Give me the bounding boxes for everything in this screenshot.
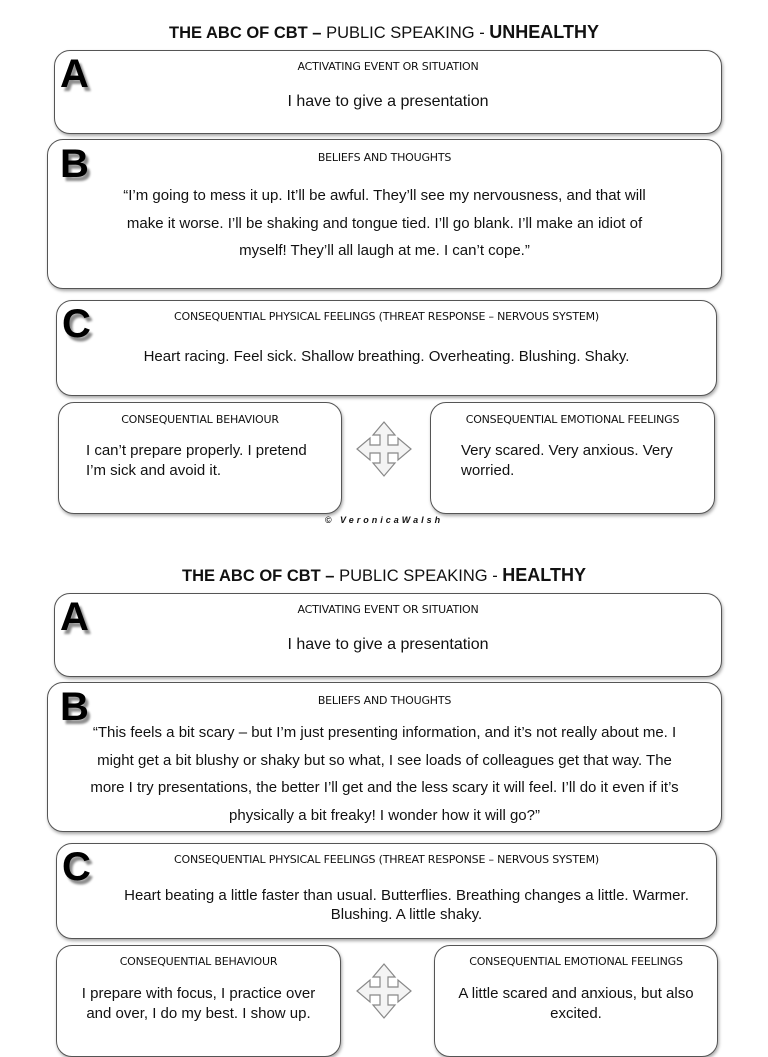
unhealthy-behaviour-box [58,402,342,514]
emotional-text: A little scared and anxious, but also excited. [458,985,694,1022]
healthy-emotional-box [434,945,718,1057]
section-header: CONSEQUENTIAL PHYSICAL FEELINGS (THREAT RESPONSE – NERVOUS SYSTEM) [174,853,599,866]
beliefs-text: “I’m going to mess it up. It’ll be awful. They’ll see my nervousness, and that will make it worse. I’ll be shaking and tongue tied. I’ll go blank. I’ll make an idiot of myself! They’ll all laugh at me. I can’t cope.” [123,187,646,259]
section-header: CONSEQUENTIAL EMOTIONAL FEELINGS [465,413,680,426]
physical-feelings-text: Heart racing. Feel sick. Shallow breathing. Overheating. Blushing. Shaky. [143,348,630,365]
section-header: CONSEQUENTIAL EMOTIONAL FEELINGS [469,955,683,968]
four-way-arrows-icon [355,962,413,1020]
physical-feelings-text: Heart beating a little faster than usual. Butterflies. Breathing changes a little. Warmer. Blushing. A little shaky. [124,887,689,923]
section-header: BELIEFS AND THOUGHTS [317,151,452,164]
behaviour-text: I prepare with focus, I practice over and over, I do my best. I show up. [81,985,316,1022]
section-header: ACTIVATING EVENT OR SITUATION [297,60,479,73]
activating-event-text: I have to give a presentation [287,93,489,110]
healthy-physical-feelings-box [56,843,717,939]
unhealthy-activating-event-box [54,50,722,134]
unhealthy-physical-feelings-box [56,300,717,396]
healthy-behaviour-box [56,945,341,1057]
section-header: ACTIVATING EVENT OR SITUATION [297,603,479,616]
section-header: CONSEQUENTIAL BEHAVIOUR [119,955,278,968]
letter-b: B [60,685,89,729]
section-header: CONSEQUENTIAL PHYSICAL FEELINGS (THREAT RESPONSE – NERVOUS SYSTEM) [174,310,599,323]
letter-c: C [62,845,91,889]
copyright-credit: © VeronicaWalsh [324,515,444,525]
healthy-beliefs-box [47,682,722,832]
letter-a: A [60,595,89,639]
unhealthy-emotional-box [430,402,715,514]
four-way-arrows-icon [355,420,413,478]
letter-b: B [60,142,89,186]
behaviour-text: I can’t prepare properly. I pretend I’m sick and avoid it. [86,442,307,479]
emotional-text: Very scared. Very anxious. Very worried. [461,442,673,479]
section-header: BELIEFS AND THOUGHTS [317,694,452,707]
section-header: CONSEQUENTIAL BEHAVIOUR [121,413,279,426]
unhealthy-beliefs-box [47,139,722,289]
unhealthy-title: THE ABC OF CBT – PUBLIC SPEAKING - UNHEALTHY [169,22,599,42]
beliefs-text: “This feels a bit scary – but I’m just presenting information, and it’s not really about me. I might get a bit blushy or shaky but so what, I see loads of colleagues get that way. The more I try presentations, the better I’ll get and the less scary it will feel. I’ll do it even if it’s physically a bit freaky! I wonder how it will go?” [90,724,679,824]
healthy-title: THE ABC OF CBT – PUBLIC SPEAKING - HEALTHY [182,565,586,585]
healthy-activating-event-box [54,593,722,677]
activating-event-text: I have to give a presentation [287,636,489,653]
letter-a: A [60,52,89,96]
letter-c: C [62,302,91,346]
